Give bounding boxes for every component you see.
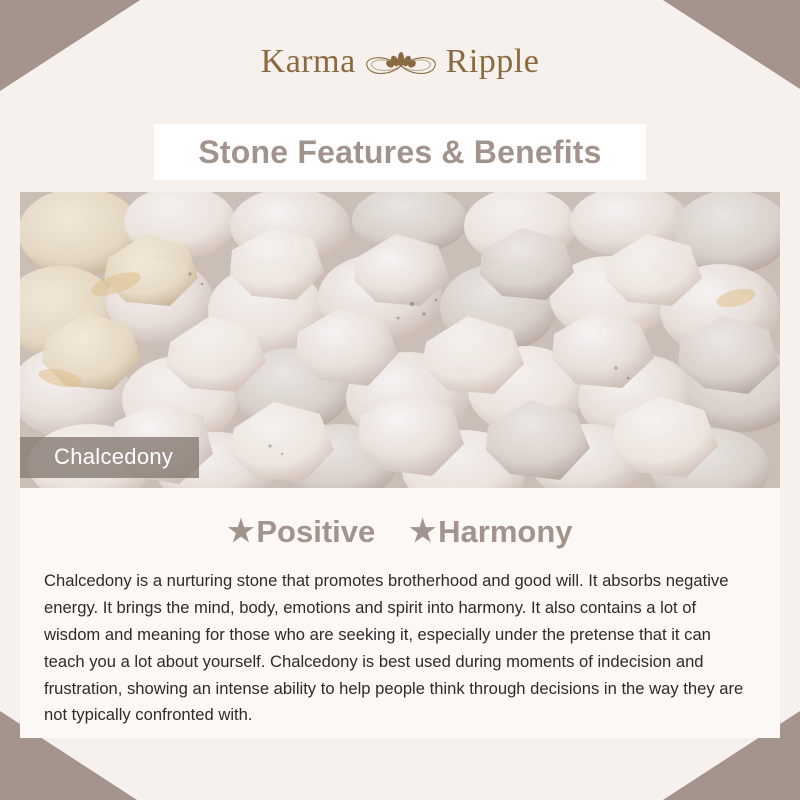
keyword-label: Harmony [438,514,573,549]
star-icon: ★ [409,515,437,548]
keyword-list [34,514,766,550]
benefits-section [20,488,780,738]
stone-name-caption: Chalcedony [20,437,199,478]
lotus-infinity-icon [362,42,440,82]
stone-description: Chalcedony is a nurturing stone that promotes brotherhood and good will. It absorbs negative energy. It brings the mind, body, emotions and spirit into harmony. It also contains a lot of wisdom and meaning for those who are seeking it, especially under the pretense that it can teach you a lot about yourself. Chalcedony is best used during moments of indecision and frustration, showing an intense ability to help people think through decisions in the way they are not typically confronted with. [44,571,744,725]
keyword-item [227,514,375,550]
title-band-wrapper [0,124,800,192]
brand-name-right: Ripple [445,43,540,80]
keyword-label: Positive [256,514,376,549]
title-banner [154,124,646,180]
keyword-item [409,514,572,550]
star-icon: ★ [227,515,255,548]
brand-name-left: Karma [260,43,356,80]
hero-image [20,192,780,488]
brand-header [0,0,800,124]
page-title: Stone Features & Benefits [198,133,602,170]
